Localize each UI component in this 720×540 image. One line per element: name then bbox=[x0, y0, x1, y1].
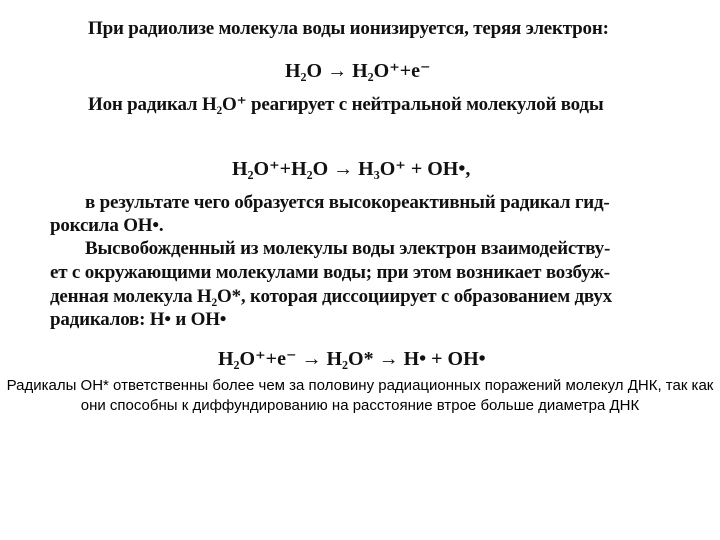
text-line-8: радикалов: H• и OH• bbox=[50, 309, 227, 330]
equation-ionization: H₂O → H₂O⁺+e⁻ bbox=[285, 60, 431, 82]
text-line-3: в результате чего образуется высокореактивный радикал гид- bbox=[85, 192, 610, 213]
text-line-2: Ион радикал H₂O⁺ реагирует с нейтральной молекулой воды bbox=[88, 94, 604, 115]
slide-caption: Радикалы ОН* ответственны более чем за половину радиационных поражений молекул ДНК, так как они способны к диффундированию на расстояние втрое больше диаметра ДНК bbox=[6, 377, 714, 414]
text-line-1: При радиолизе молекула воды ионизируется, теряя электрон: bbox=[88, 18, 609, 39]
text-line-5: Высвобожденный из молекулы воды электрон взаимодейству- bbox=[85, 238, 611, 259]
equation-ion-radical: H₂O⁺+H₂O → H₃O⁺ + OH•, bbox=[232, 158, 471, 180]
text-line-4: роксила OH•. bbox=[50, 215, 164, 236]
text-line-6: ет с окружающими молекулами воды; при этом возникает возбуж- bbox=[50, 262, 610, 283]
text-line-7: денная молекула H₂O*, которая диссоциирует с образованием двух bbox=[50, 286, 612, 307]
equation-dissociation: H₂O⁺+e⁻ → H₂O* → H• + OH• bbox=[218, 348, 486, 370]
